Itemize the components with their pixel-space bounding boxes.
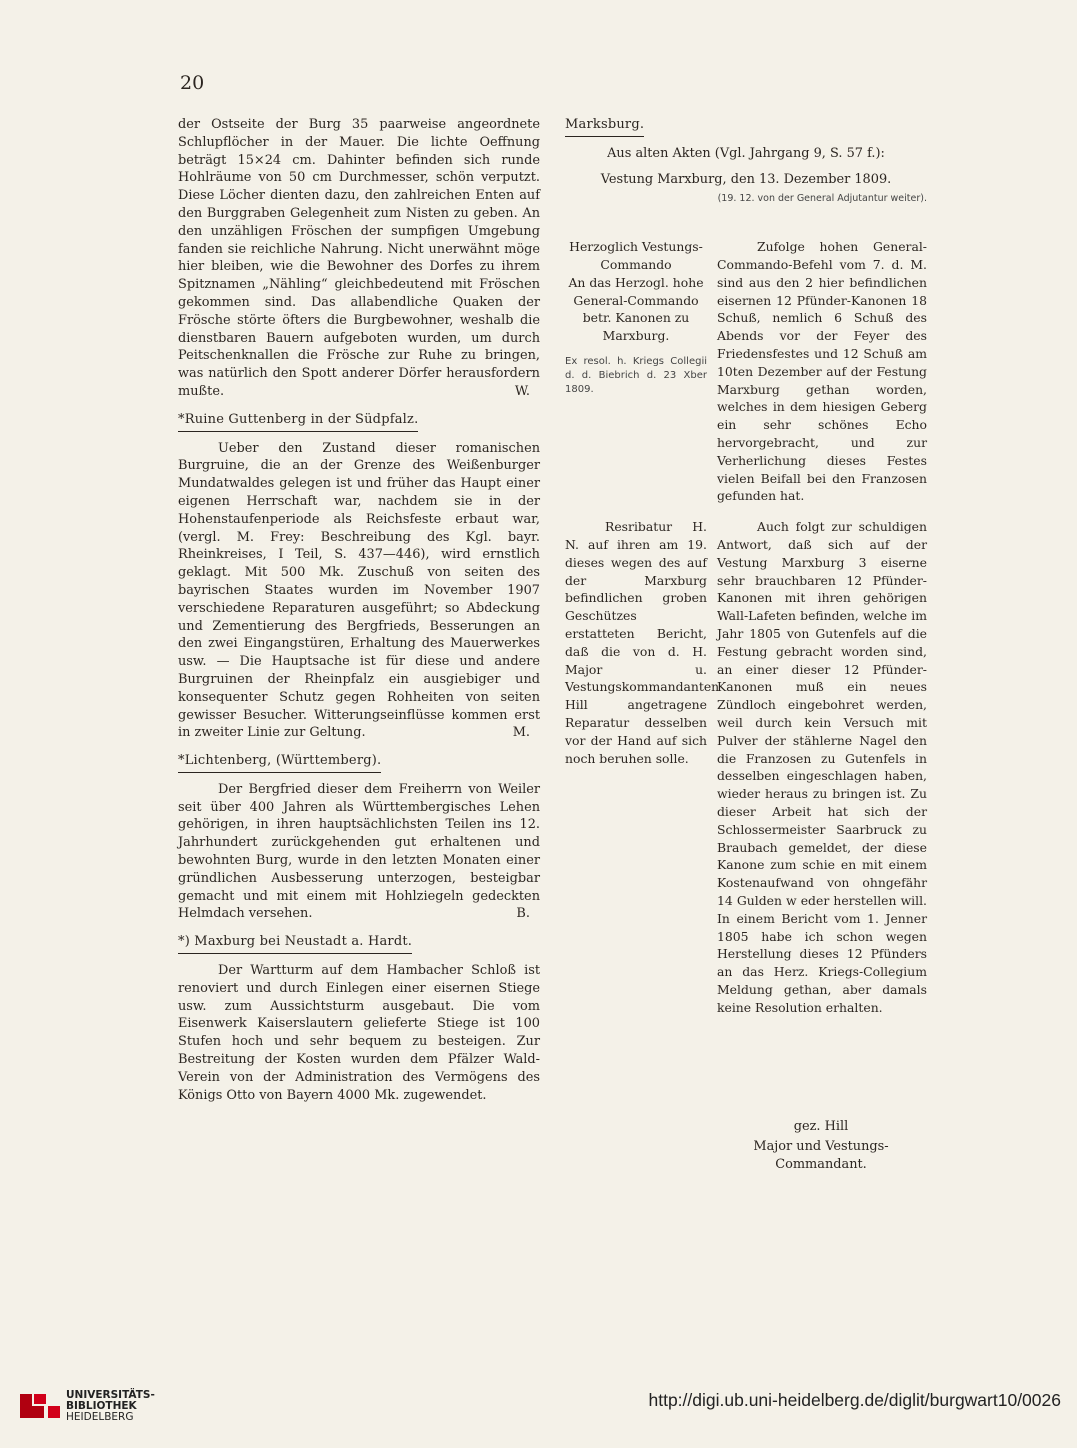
signature-title: Major und Vestungs-Commandant.: [753, 1138, 889, 1172]
rescript-text: Resribatur H. N. auf ihren am 19. dieses wegen des auf der Marxburg befindlichen groben Geschützes erstatteten Bericht, daß die von d. H. Major u. Vestungskommandanten Hill angetragene Reparatur desselben vor der Hand auf sich noch beruhen solle.: [565, 519, 720, 766]
section-signature-guttenberg: M.: [512, 725, 530, 741]
letter-block: [565, 238, 927, 518]
letter-main-text: [717, 238, 927, 505]
section-heading-guttenberg: *Ruine Guttenberg in der Südpfalz.: [178, 411, 418, 432]
section-signature-lichtenberg: B.: [516, 906, 530, 922]
intro-paragraph: der Ostseite der Burg 35 paarweise angeordnete Schlupflöcher in der Mauer. Die lichte Oeffnung beträgt 15×24 cm. Dahinter befinden sich runde Hohlräume von 50 cm Durchmesser, schön verputzt. Diese Löcher dienten dazu, den zahlreichen Enten auf den Burggraben Gelegenheit zum Nisten zu geben. An den unzähligen Fröschen der sumpfigen Umgebung fanden sie reichliche Nahrung. Nicht unerwähnt möge hier bleiben, wie die Bewohner des Dorfes zu ihrem Spitznamen „Nähling“ gleichbedeutend mit Fröschen gekommen sind. Das allabendliche Quaken der Frösche störte öfters die Burgbewohner, weshalb die dienstbaren Bauern aufgeboten wurden, um durch Peitschenknallen die Frösche zur Ruhe zu bringen, was natürlich den Spott anderer Dörfer herausfordern mußte.: [178, 117, 540, 399]
reply-main-text: [717, 518, 927, 1016]
section-heading-maxburg: *) Maxburg bei Neustadt a. Hardt.: [178, 933, 412, 954]
right-column: [565, 116, 927, 1174]
section-text-lichtenberg: Der Bergfried dieser dem Freiherrn von Weiler seit über 400 Jahren als Württembergisches Lehen gehörigen, in ihren hauptsächlichsten Teilen ins 12. Jahrhundert zurückgehenden gut erhaltenen und bewohnten Burg, wurde in den letzten Monaten einer gründlichen Ausbesserung unterzogen, besteigbar gemacht und mit einem mit Hohlziegeln gedeckten Helmdach versehen.: [178, 781, 540, 922]
letter-text-2: Auch folgt zur schuldigen Antwort, daß sich auf der Vestung Marxburg 3 eiserne sehr brauchbaren 12 Pfünder-Kanonen mit ihren gehörigen Wall-Lafeten befinden, welche im Jahr 1805 von Gutenfels auf die Festung gebracht worden sind, an einer dieser 12 Pfünder-Kanonen muß ein neues Zündloch eingebohret werden, weil durch kein Versuch mit Pulver der stählerne Nagel den die Franzosen zu Gutenfels in desselben eingeschlagen haben, wieder heraus zu bringen ist. Zu dieser Arbeit hat sich der Schlossermeister Saarbruck zu Braubach gemeldet, der diese Kanone zum schie en mit einem Kostenaufwand von ohngefähr 14 Gulden w eder herstellen will. In einem Bericht vom 1. Jenner 1805 habe ich schon wegen Herstellung dieses 12 Pfünders an das Herz. Kriegs-Collegium Meldung gethan, aber damals keine Resolution erhalten.: [717, 519, 927, 1015]
source-line: Aus alten Akten (Vgl. Jahrgang 9, S. 57 f.):: [607, 145, 885, 161]
section-heading-lichtenberg: *Lichtenberg, (Württemberg).: [178, 752, 381, 773]
section-text-maxburg: Der Wartturm auf dem Hambacher Schloß ist renoviert und durch Einlegen einer eisernen Stiege usw. zum Aussichtsturm ausgebaut. Die vom Eisenwerk Kaiserslautern gelieferte Stiege ist 100 Stufen hoch und sehr bequem zu besteigen. Zur Bestreitung der Kosten wurden dem Pfälzer Wald-Verein von der Administration des Vermögens des Königs Otto von Bayern 4000 Mk. zugewendet.: [178, 963, 540, 1103]
page-number: 20: [180, 72, 205, 94]
sender: Herzoglich Vestungs-Commando: [569, 239, 703, 272]
latin-note: Ex resol. h. Kriegs Collegii d. d. Biebrich d. 23 Xber 1809.: [565, 355, 707, 395]
footer: [0, 1368, 1077, 1448]
reply-block: [565, 518, 927, 1098]
forward-note: (19. 12. von der General Adjutantur weiter).: [717, 193, 927, 205]
library-name-line1: UNIVERSITÄTS-: [66, 1389, 155, 1401]
section-text-guttenberg: Ueber den Zustand dieser romanischen Burgruine, die an der Grenze des Weißenburger Mundatwaldes gelegen ist und früher das Haupt einer eigenen Herrschaft war, nachdem sie in der Hohenstaufenperiode als Reichsfeste erbaut war, (vergl. M. Frey: Beschreibung des Kgl. bayr. Rheinkreises, I Teil, S. 437—446), wird ernstlich geklagt. Mit 500 Mk. Zuschuß von seiten des bayrischen Staates wurden im November 1907 verschiedene Reparaturen ausgeführt; so Abdeckung und Zementierung des Bergfrieds, Besserungen an den zwei Eingangstüren, Erhaltung des Mauerwerkes usw. — Die Hauptsache ist für diese und andere Burgruinen der Rheinpfalz ein ausgiebiger und konsequenter Schutz gegen Rohheiten von seiten gewisser Besucher. Witterungseinflüsse kommen erst in zweiter Linie zur Geltung.: [178, 440, 540, 741]
letter-left-margin: [565, 238, 707, 397]
section-heading-marksburg: Marksburg.: [565, 116, 644, 137]
library-logo-icon: [20, 1388, 60, 1424]
recipient: An das Herzogl. hohe General-Commando betr. Kanonen zu Marxburg.: [568, 274, 704, 344]
library-name-line2: BIBLIOTHEK: [66, 1400, 137, 1412]
library-name: [66, 1390, 155, 1423]
left-column: [178, 116, 540, 1104]
reply-left-margin: [565, 518, 720, 767]
date-line: Vestung Marxburg, den 13. Dezember 1809.: [600, 171, 892, 187]
letter-text: Zufolge hohen General-Commando-Befehl vom 7. d. M. sind aus den 2 hier befindlichen eisernen 12 Pfünder-Kanonen 18 Schuß, nemlich 6 Schuß des Abends vor der Feyer des Friedensfestes und 12 Schuß am 10ten Dezember auf der Festung Marxburg gethan worden, welches in dem hiesigen Geberg ein sehr schönes Echo hervorgebracht, und zur Verherlichung dieses Festes vielen Beifall bei den Franzosen gefunden hat.: [717, 239, 927, 504]
intro-signature: W.: [514, 383, 530, 399]
source-url[interactable]: http://digi.ub.uni-heidelberg.de/diglit/burgwart10/0026: [648, 1390, 1061, 1410]
library-name-line3: HEIDELBERG: [66, 1411, 134, 1423]
signature-name: gez. Hill: [793, 1119, 849, 1135]
